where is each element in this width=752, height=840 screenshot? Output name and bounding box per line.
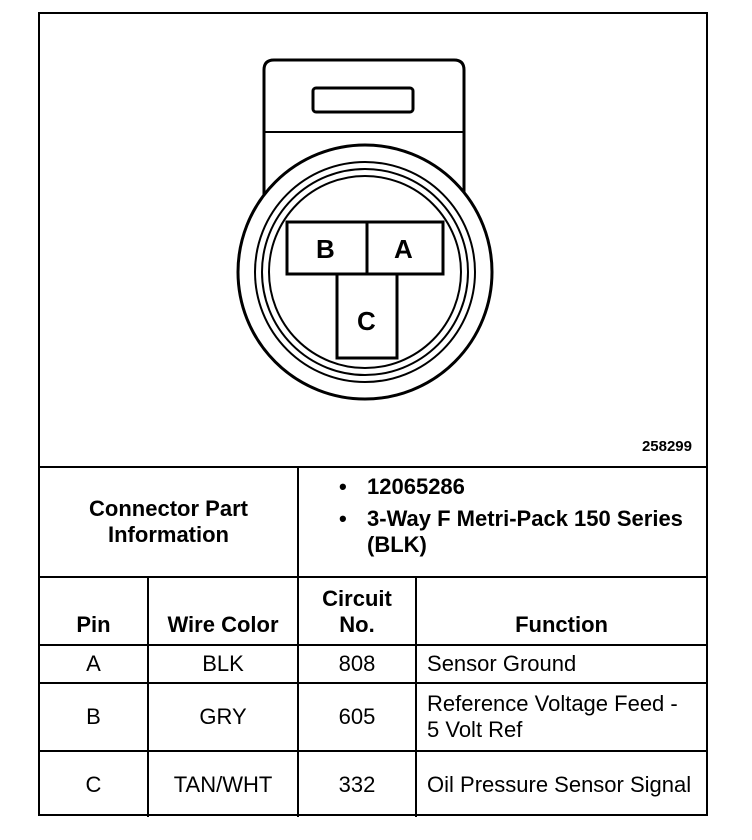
header-pin: Pin bbox=[40, 577, 148, 645]
header-function: Function bbox=[416, 577, 706, 645]
header-circuit-no: Circuit No. bbox=[298, 577, 416, 645]
function-cell: Oil Pressure Sensor Signal bbox=[416, 751, 706, 817]
locking-tab bbox=[313, 88, 413, 112]
part-info-list bbox=[298, 467, 706, 577]
wire-color-cell: BLK bbox=[148, 645, 298, 683]
circuit-no-cell: 605 bbox=[298, 683, 416, 751]
circuit-no-cell: 332 bbox=[298, 751, 416, 817]
function-cell: Sensor Ground bbox=[416, 645, 706, 683]
pin-cell: A bbox=[40, 645, 148, 683]
connector-frame bbox=[38, 12, 708, 816]
pin-cell: C bbox=[40, 751, 148, 817]
pinout-table bbox=[40, 466, 706, 817]
connector-drawing bbox=[40, 14, 706, 466]
connector-diagram bbox=[40, 14, 706, 466]
wire-color-cell: GRY bbox=[148, 683, 298, 751]
header-row bbox=[40, 577, 706, 645]
part-number: • 12065286 bbox=[339, 474, 688, 500]
figure-id: 258299 bbox=[641, 438, 692, 455]
wire-color-cell: TAN/WHT bbox=[148, 751, 298, 817]
part-info-row bbox=[40, 467, 706, 577]
table-row bbox=[40, 751, 706, 817]
pin-label-c: C bbox=[357, 306, 376, 336]
function-cell: Reference Voltage Feed - 5 Volt Ref bbox=[416, 683, 706, 751]
circuit-no-cell: 808 bbox=[298, 645, 416, 683]
part-info-label: Connector Part Information bbox=[40, 467, 298, 577]
table-row bbox=[40, 683, 706, 751]
pin-label-b: B bbox=[316, 234, 335, 264]
header-wire-color: Wire Color bbox=[148, 577, 298, 645]
pin-label-a: A bbox=[394, 234, 413, 264]
connector-description: • 3-Way F Metri-Pack 150 Series (BLK) bbox=[339, 506, 688, 558]
pin-cell: B bbox=[40, 683, 148, 751]
table-row bbox=[40, 645, 706, 683]
